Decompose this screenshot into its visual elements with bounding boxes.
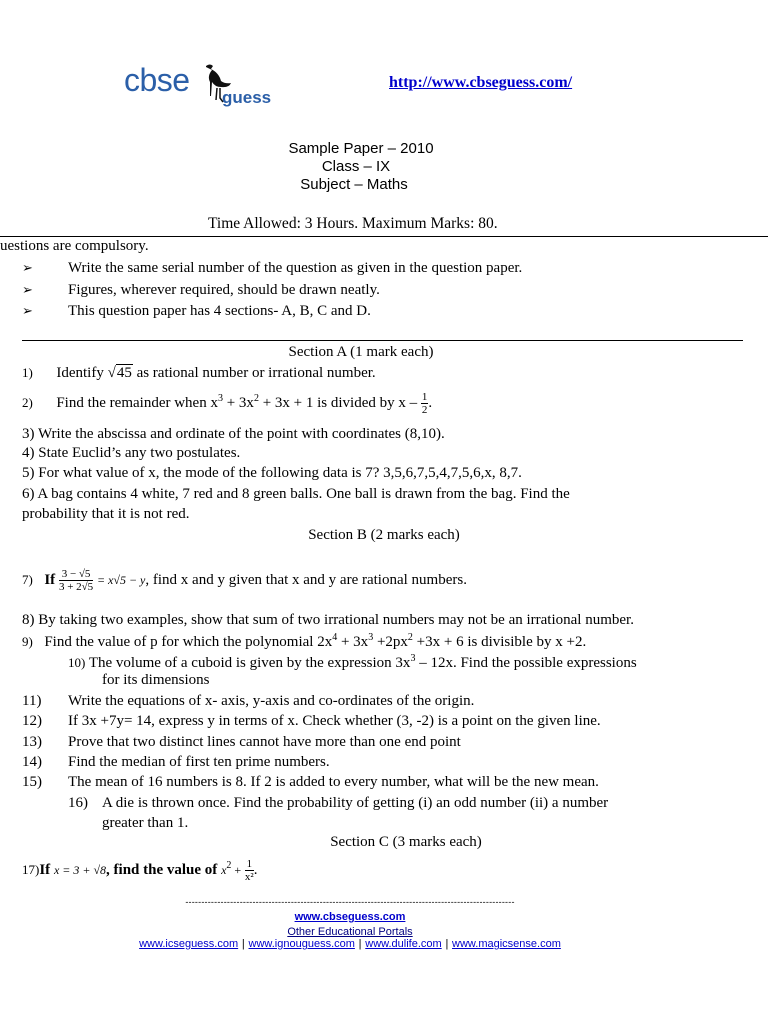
footer-link-magicsense[interactable]: www.magicsense.com <box>452 938 561 950</box>
footer-separator: | <box>445 938 449 950</box>
question-number: 17) <box>22 861 40 877</box>
question-13-number: 13) <box>22 734 42 750</box>
logo-cbse-text: cbse <box>124 62 190 98</box>
question-14-number: 14) <box>22 754 42 770</box>
footer-portals-label: Other Educational Portals <box>287 926 413 938</box>
question-2: 2) Find the remainder when $x^3 + 3x^2 + 3x + 1$ is divided by x – $\frac{1}{2}$ . <box>22 391 433 416</box>
fraction: $\frac{1}{\text{x²}}$ <box>244 858 254 883</box>
footer-site-link[interactable]: www.cbseguess.com <box>294 911 406 923</box>
section-divider <box>22 340 743 341</box>
paper-title: Sample Paper – 2010 <box>288 140 434 157</box>
footer-link-ignouguess[interactable]: www.ignouguess.com <box>248 938 355 950</box>
arrow-bullet-icon: ➢ <box>22 261 33 276</box>
question-text: as rational number or irrational number. <box>136 365 376 381</box>
question-12: If 3x +7y= 14, express y in terms of x. Check whether (3, -2) is a point on the given line. <box>68 713 601 729</box>
subject-title: Subject – Maths <box>300 176 408 193</box>
class-title: Class – IX <box>321 158 391 175</box>
question-10-cont: for its dimensions <box>102 672 210 688</box>
footer-separator: | <box>358 938 362 950</box>
question-6: 6) A bag contains 4 white, 7 red and 8 green balls. One ball is drawn from the bag. Find the <box>22 486 570 502</box>
footer-link-icseguess[interactable]: www.icseguess.com <box>139 938 239 950</box>
question-17: 17)If x = 3 + √8, find the value of $x^2$ + $\frac{1}{\text{x²}}$ . <box>22 858 258 883</box>
fraction: $\frac{3 - √5}{3 + 2√5}$ <box>58 568 94 593</box>
instruction-item <box>22 282 33 299</box>
question-7: 7) If $\frac{3 - √5}{3 + 2√5}$ = x√5 − y, find x and y given that x and y are rational numbers. <box>22 568 467 593</box>
question-5: 5) For what value of x, the mode of the following data is 7? 3,5,6,7,5,4,7,5,6,x, 8,7. <box>22 465 522 481</box>
question-16: A die is thrown once. Find the probability of getting (i) an odd number (ii) a number <box>102 795 609 811</box>
question-number: 9) <box>22 634 33 649</box>
footer-link-dulife[interactable]: www.dulife.com <box>365 938 442 950</box>
fraction: $\frac{1}{2}$ <box>421 391 428 416</box>
instruction-item-text: Write the same serial number of the question as given in the question paper. <box>68 260 523 276</box>
question-6-cont: probability that it is not red. <box>22 506 190 522</box>
footer-dashes: ------------------------------------------------------------------------------------------------------- <box>185 897 515 907</box>
arrow-bullet-icon: ➢ <box>22 283 33 298</box>
time-marks: Time Allowed: 3 Hours. Maximum Marks: 80. <box>208 215 498 232</box>
question-number: 7) <box>22 571 33 587</box>
question-11: Write the equations of x- axis, y-axis and co-ordinates of the origin. <box>68 693 475 709</box>
question-11-number: 11) <box>22 693 42 709</box>
instruction-item-text: This question paper has 4 sections- A, B, C and D. <box>68 303 371 319</box>
top-rule <box>0 236 768 237</box>
question-number: 10) <box>68 655 86 670</box>
logo <box>124 62 284 110</box>
instruction-compulsory: uestions are compulsory. <box>0 238 149 254</box>
question-12-number: 12) <box>22 713 42 729</box>
question-13: Prove that two distinct lines cannot have more than one end point <box>68 734 461 750</box>
question-16-number: 16) <box>68 795 88 811</box>
question-16-cont: greater than 1. <box>102 815 189 831</box>
section-b-heading: Section B (2 marks each) <box>308 527 460 543</box>
question-9: 9) Find the value of p for which the polynomial $2x^4 + 3x^3 +2px^2 +3x + 6$ is divisible by x +2. <box>22 632 587 650</box>
question-4: 4) State Euclid’s any two postulates. <box>22 445 241 461</box>
question-8: 8) By taking two examples, show that sum of two irrational numbers may not be an irrational number. <box>22 612 634 628</box>
instruction-item <box>22 303 33 320</box>
header-url-link[interactable]: http://www.cbseguess.com/ <box>389 74 573 91</box>
question-number: 1) <box>22 365 33 380</box>
question-text: Identify <box>56 365 104 381</box>
question-10: 10) The volume of a cuboid is given by the expression $3x^3 - 12x$. Find the possible expressions <box>68 653 637 671</box>
question-1 <box>22 365 376 382</box>
section-a-heading: Section A (1 mark each) <box>288 344 434 360</box>
arrow-bullet-icon: ➢ <box>22 304 33 319</box>
instruction-item <box>22 260 33 277</box>
sqrt-symbol: √45 <box>107 365 132 381</box>
question-14: Find the median of first ten prime numbers. <box>68 754 330 770</box>
question-number: 2) <box>22 394 33 410</box>
question-3: 3) Write the abscissa and ordinate of the point with coordinates (8,10). <box>22 426 445 442</box>
question-15: The mean of 16 numbers is 8. If 2 is added to every number, what will be the new mean. <box>68 774 599 790</box>
footer-links <box>0 935 700 952</box>
question-15-number: 15) <box>22 774 42 790</box>
section-c-heading: Section C (3 marks each) <box>330 834 482 850</box>
footer-separator: | <box>241 938 245 950</box>
logo-guess-text: guess <box>222 88 272 107</box>
instruction-item-text: Figures, wherever required, should be drawn neatly. <box>68 282 380 298</box>
